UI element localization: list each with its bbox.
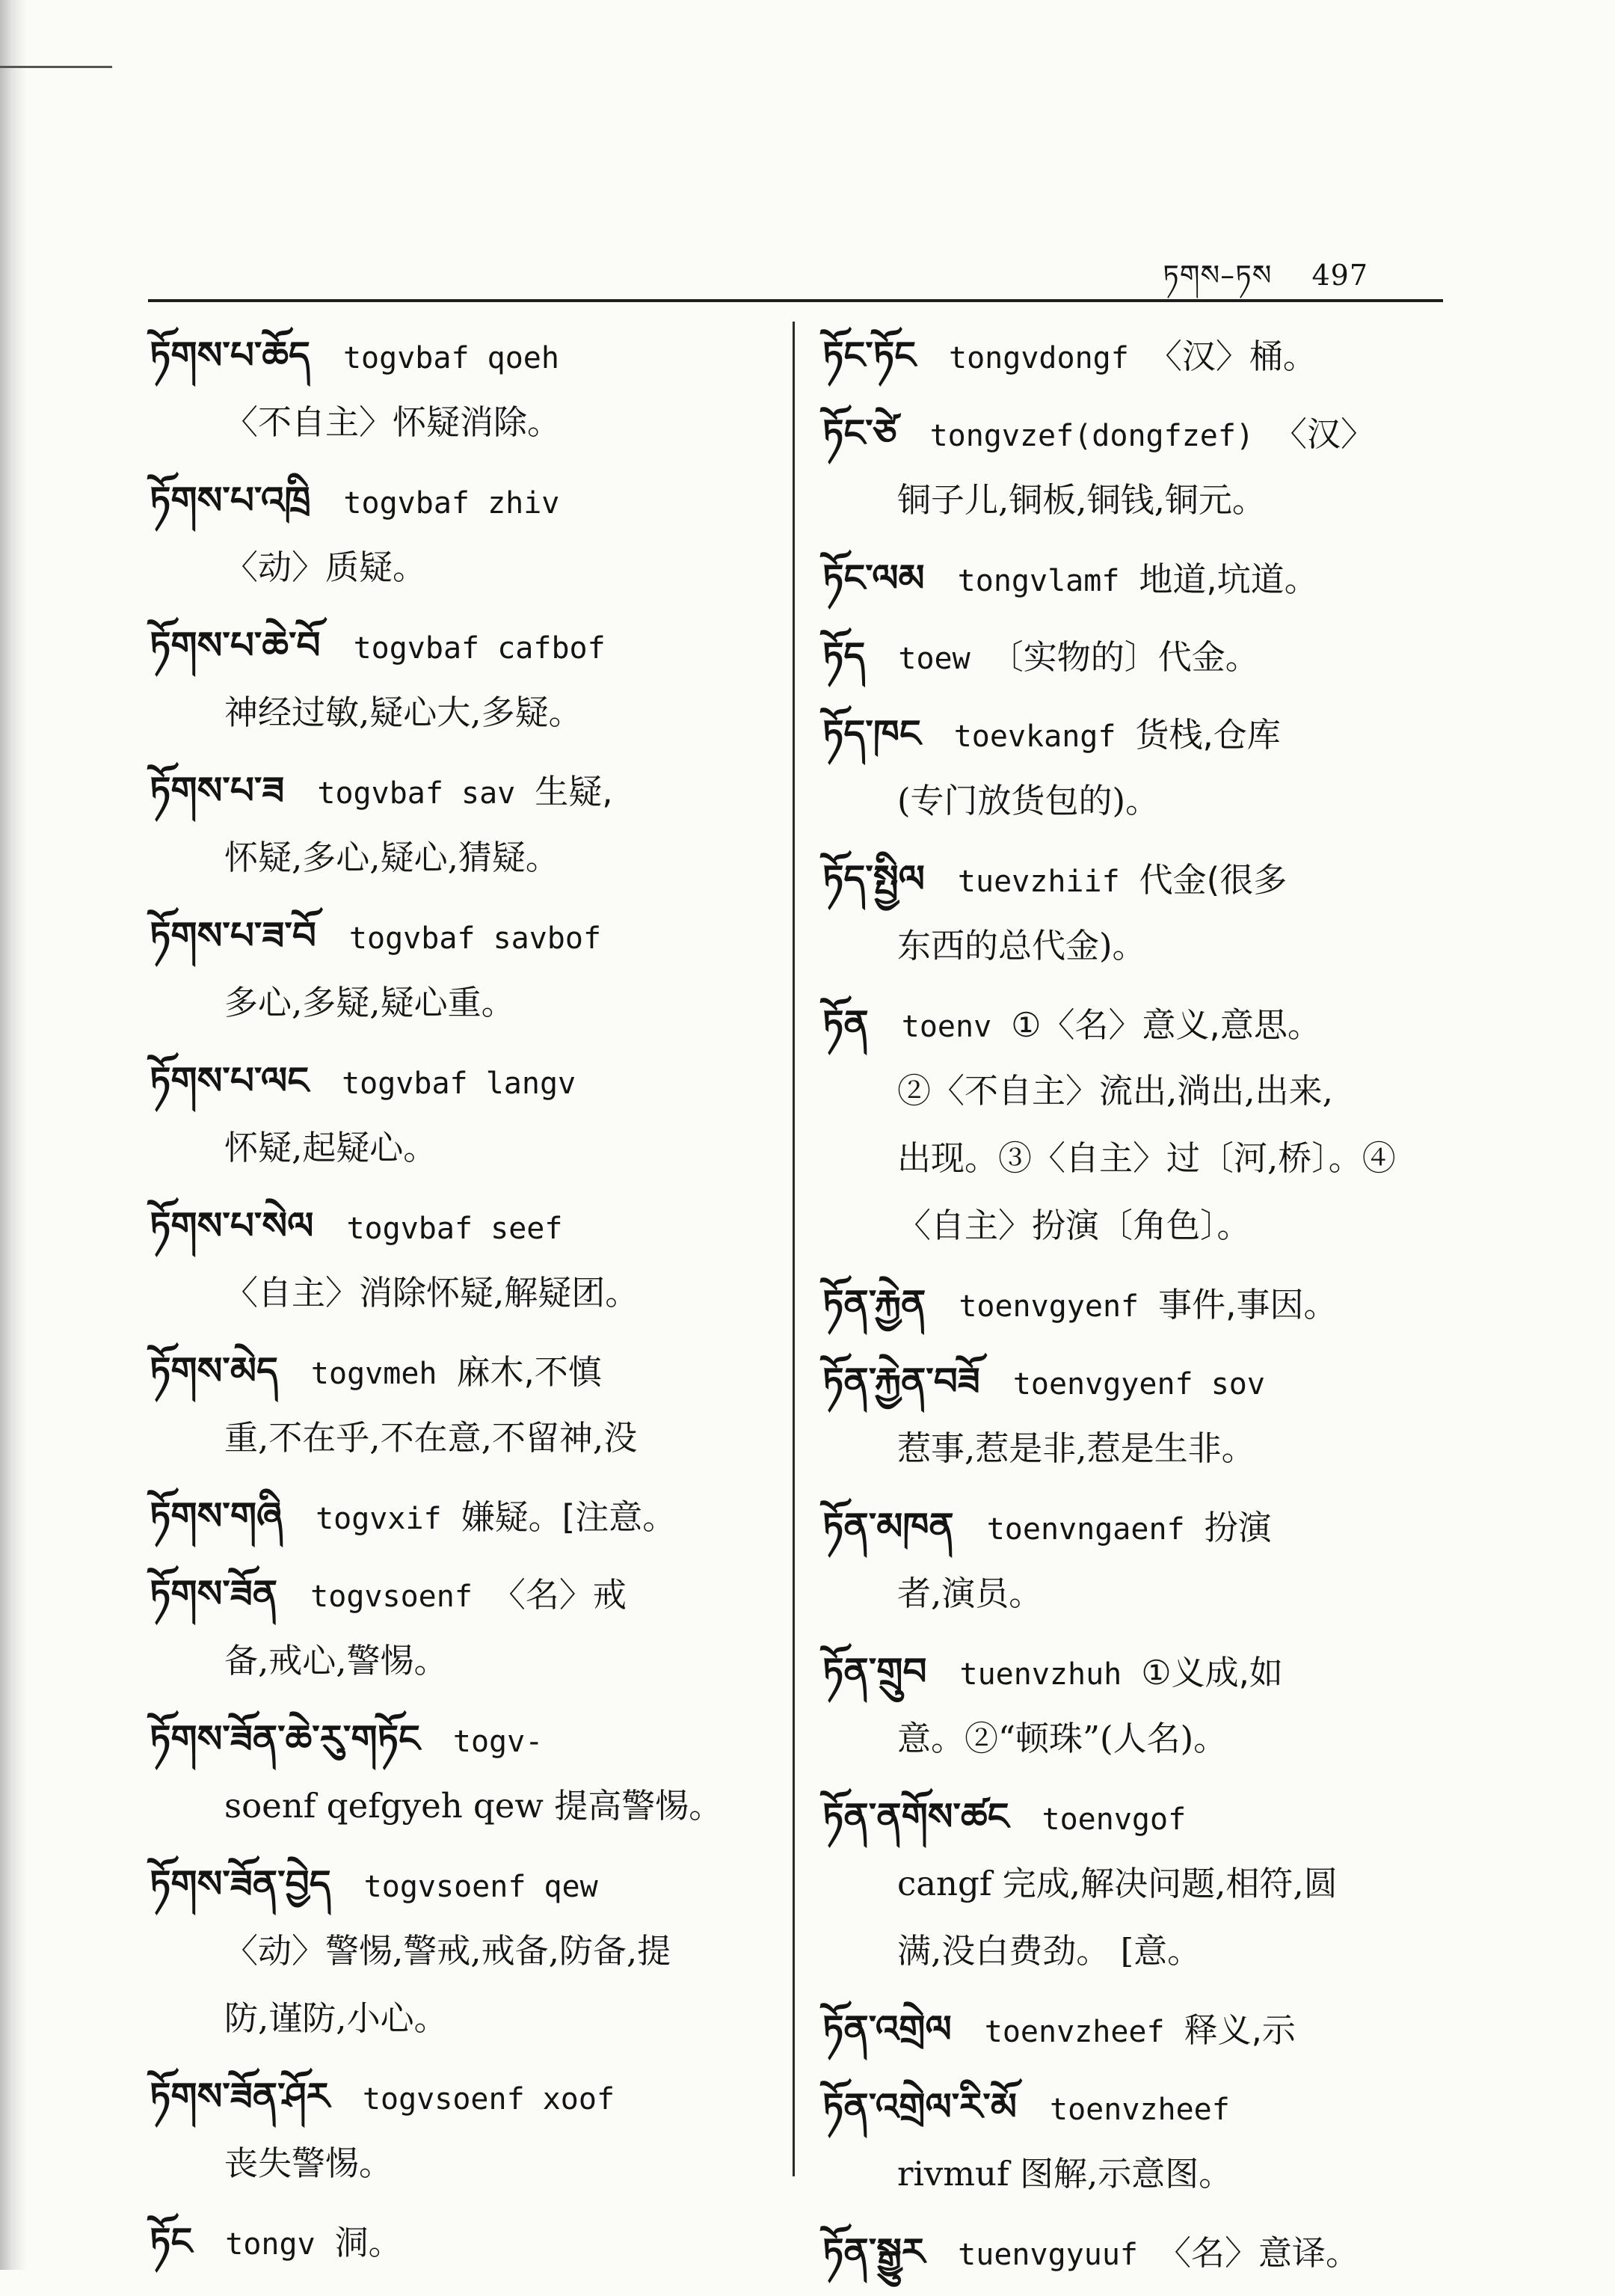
tibetan-headword: ཏོགས་པ་ཟ་བོ xyxy=(150,914,316,957)
gloss: 麻木,不慎 xyxy=(456,1352,602,1392)
dictionary-entry xyxy=(822,322,1465,389)
dictionary-entry xyxy=(822,544,1465,612)
left-column xyxy=(150,322,778,2286)
entry-headline xyxy=(150,1705,778,1772)
tibetan-headword: ཏོད xyxy=(822,634,866,678)
romanization: togvbaf qoeh xyxy=(342,341,559,375)
entry-headline xyxy=(822,544,1465,612)
entry-headline xyxy=(822,1638,1465,1705)
romanization: togvsoenf qew xyxy=(363,1870,598,1904)
dictionary-entry xyxy=(150,757,778,891)
definition-line: 出现。③〈自主〉过〔河,桥〕。④ xyxy=(897,1138,1396,1178)
definition-line: 多心,多疑,疑心重。 xyxy=(224,983,515,1022)
entry-headline xyxy=(150,1047,778,1114)
definition-line: 怀疑,起疑心。 xyxy=(224,1128,437,1167)
romanization: togvbaf savbof xyxy=(348,921,602,956)
romanization: tongvlamf xyxy=(957,564,1120,598)
romanization: toenv xyxy=(901,1010,992,1044)
dictionary-entry xyxy=(150,1337,778,1472)
tibetan-headword: ཏོན་འགྲེལ་རི་མོ xyxy=(822,2085,1017,2128)
entry-headline xyxy=(822,700,1465,767)
right-column xyxy=(822,322,1465,2296)
gloss: 洞。 xyxy=(334,2223,402,2262)
tibetan-headword: ཏོགས་གཞི xyxy=(150,1494,283,1538)
definition-line: 神经过敏,疑心大,多疑。 xyxy=(224,693,582,732)
entry-headline xyxy=(150,322,778,389)
dictionary-entry xyxy=(150,1705,778,1840)
entry-headline xyxy=(822,845,1465,912)
entry-headline xyxy=(822,622,1465,690)
tibetan-headword: ཏོན xyxy=(822,1002,869,1046)
tibetan-headword: ཏོགས་པ་ཆེ་བོ xyxy=(150,624,321,667)
romanization: toenvgyenf sov xyxy=(1012,1367,1265,1402)
tibetan-headword: ཏོགས་མེད xyxy=(150,1349,278,1393)
tibetan-headword: ཏོགས་ཟོན་ཆེ་རུ་གཏོང xyxy=(150,1717,420,1761)
entry-headline xyxy=(822,1783,1465,1850)
romanization: tuevzhiif xyxy=(957,865,1120,899)
definition-line: 者,演员。 xyxy=(897,1574,1043,1613)
definition-line: 满,没白费劲。 [意。 xyxy=(897,1931,1202,1971)
entry-headline xyxy=(150,612,778,679)
gloss: ①〈名〉意义,意思。 xyxy=(1011,1005,1321,1045)
column-divider xyxy=(793,322,795,2176)
dictionary-entry xyxy=(150,322,778,456)
romanization: togvmeh xyxy=(310,1357,437,1391)
entry-headline xyxy=(150,1850,778,1918)
entry-headline xyxy=(150,1482,778,1550)
gloss: 货栈,仓库 xyxy=(1135,715,1281,755)
romanization: tuenvzhuh xyxy=(959,1657,1122,1692)
definition-line: 备,戒心,警惕。 xyxy=(224,1641,448,1680)
romanization: tuenvgyuuf xyxy=(958,2238,1138,2272)
definition-line: 铜子儿,铜板,铜钱,铜元。 xyxy=(897,480,1266,520)
definition-line: (专门放货包的)。 xyxy=(897,781,1160,820)
dictionary-entry xyxy=(150,1482,778,1550)
definition-line: 重,不在乎,不在意,不留神,没 xyxy=(224,1418,638,1458)
definition-line: 〈自主〉消除怀疑,解疑团。 xyxy=(224,1273,639,1313)
tibetan-headword: ཏོང་ལམ xyxy=(822,556,925,600)
entry-headline xyxy=(822,1493,1465,1560)
gloss: 〈汉〉桶。 xyxy=(1148,337,1317,376)
tibetan-headword: ཏོགས་ཟོན་བྱེད xyxy=(150,1862,331,1906)
tibetan-headword: ཏོད་ཁང xyxy=(822,712,921,755)
entry-headline xyxy=(150,2063,778,2130)
dictionary-entry xyxy=(150,612,778,746)
romanization: toenvgof xyxy=(1042,1802,1187,1837)
romanization: toenvgyenf xyxy=(959,1289,1139,1324)
romanization: tongv xyxy=(225,2227,316,2262)
entry-headline xyxy=(822,2218,1465,2286)
romanization: toevkangf xyxy=(953,719,1116,754)
definition-line: 〈动〉警惕,警戒,戒备,防备,提 xyxy=(224,1931,671,1971)
entry-headline xyxy=(822,990,1465,1058)
romanization: toenvzheef xyxy=(984,2015,1165,2049)
gloss: 嫌疑。[注意。 xyxy=(461,1497,677,1537)
romanization: togvbaf langv xyxy=(342,1066,576,1101)
running-header xyxy=(1163,244,1368,324)
dictionary-entry xyxy=(822,1493,1465,1627)
gloss: 〔实物的〕代金。 xyxy=(989,637,1259,677)
entry-headline xyxy=(822,1348,1465,1415)
tibetan-headword: ཏོན་རྐྱེན་བཟོ xyxy=(822,1360,980,1403)
romanization: toew xyxy=(898,642,970,676)
romanization: togvsoenf xyxy=(310,1580,473,1614)
romanization: tongvzef(dongfzef) xyxy=(929,419,1255,453)
dictionary-entry xyxy=(150,2063,778,2197)
dictionary-entry xyxy=(150,1047,778,1182)
dictionary-entry xyxy=(150,2208,778,2275)
page-edge-mark xyxy=(0,66,112,68)
gloss: 地道,坑道。 xyxy=(1139,559,1318,599)
tibetan-headword: ཏོགས་ཟོན་ཤོར xyxy=(150,2075,330,2118)
romanization: togvbaf sav xyxy=(317,776,516,811)
entry-headline xyxy=(150,1337,778,1405)
page-number: 497 xyxy=(1311,259,1368,292)
definition-line: rivmuf 图解,示意图。 xyxy=(897,2154,1233,2194)
entry-headline xyxy=(150,902,778,969)
tibetan-headword: ཏོན་སྒྱུར xyxy=(822,2230,926,2274)
entry-headline xyxy=(150,467,778,534)
entry-headline xyxy=(150,2208,778,2275)
romanization: tongvdongf xyxy=(949,341,1129,375)
tibetan-headword: ཏོགས་ཟོན xyxy=(150,1572,278,1615)
entry-headline xyxy=(822,1995,1465,2063)
gloss: 扮演 xyxy=(1204,1508,1272,1547)
tibetan-headword: ཏོགས་པ་ཆོད xyxy=(150,334,310,377)
dictionary-entry xyxy=(150,1192,778,1327)
definition-line: 意。②“顿珠”(人名)。 xyxy=(897,1719,1228,1758)
romanization: togvbaf cafbof xyxy=(353,631,606,666)
dictionary-entry xyxy=(822,622,1465,690)
gloss: 〈汉〉 xyxy=(1273,414,1375,454)
romanization: toenvzheef xyxy=(1050,2093,1230,2127)
dictionary-entry xyxy=(822,990,1465,1259)
header-code: ཏགས–ཏས xyxy=(1163,259,1273,292)
definition-line: 〈自主〉扮演〔角色〕。 xyxy=(897,1206,1251,1245)
tibetan-headword: ཏོན་མཁན xyxy=(822,1505,954,1548)
entry-headline xyxy=(150,757,778,824)
definition-line: 〈不自主〉怀疑消除。 xyxy=(224,402,562,442)
romanization: togv- xyxy=(452,1725,544,1759)
romanization: togvbaf seef xyxy=(346,1212,563,1246)
tibetan-headword: ཏོད་སྤྱིལ xyxy=(822,857,925,900)
dictionary-entry xyxy=(822,700,1465,835)
dictionary-entry xyxy=(822,1348,1465,1482)
gloss: 生疑, xyxy=(535,772,613,811)
tibetan-headword: ཏོན་ནགོས་ཚང xyxy=(822,1795,1009,1838)
tibetan-headword: ཏོན་རྐྱེན xyxy=(822,1282,926,1325)
definition-line: 丧失警惕。 xyxy=(224,2143,393,2183)
definition-line: 〈动〉质疑。 xyxy=(224,547,427,587)
dictionary-entry xyxy=(150,902,778,1037)
entry-headline xyxy=(150,1560,778,1627)
romanization: togvxif xyxy=(316,1502,442,1536)
tibetan-headword: ཏོགས་པ་སེལ xyxy=(150,1204,314,1247)
definition-line: soenf qefgyeh qew 提高警惕。 xyxy=(224,1786,723,1826)
gloss: 代金(很多 xyxy=(1139,860,1288,900)
dictionary-entry xyxy=(150,1560,778,1695)
entry-headline xyxy=(822,399,1465,467)
entry-headline xyxy=(822,322,1465,389)
tibetan-headword: ཏོང xyxy=(150,2220,193,2263)
scan-edge-shadow xyxy=(0,0,27,2270)
definition-line: cangf 完成,解决问题,相符,圆 xyxy=(897,1864,1338,1903)
romanization: togvbaf zhiv xyxy=(343,486,560,521)
entry-headline xyxy=(822,1270,1465,1337)
gloss: 事件,事因。 xyxy=(1158,1285,1338,1325)
romanization: togvsoenf xoof xyxy=(362,2082,615,2117)
dictionary-entry xyxy=(822,399,1465,534)
tibetan-headword: ཏོན་འགྲེལ xyxy=(822,2007,952,2051)
definition-line: 东西的总代金)。 xyxy=(897,926,1146,966)
gloss: ①义成,如 xyxy=(1141,1653,1283,1692)
dictionary-entry xyxy=(150,467,778,601)
dictionary-entry xyxy=(150,1850,778,2052)
dictionary-entry xyxy=(822,1638,1465,1772)
dictionary-entry xyxy=(822,1995,1465,2063)
tibetan-headword: ཏོགས་པ་ལང xyxy=(150,1059,310,1102)
dictionary-entry xyxy=(822,845,1465,980)
tibetan-headword: ཏོགས་པ་འཁྲི xyxy=(150,479,311,522)
entry-headline xyxy=(822,2073,1465,2140)
gloss: 释义,示 xyxy=(1184,2010,1296,2050)
gloss: 〈名〉意译。 xyxy=(1157,2233,1359,2273)
dictionary-entry xyxy=(822,1270,1465,1337)
definition-line: 惹事,惹是非,惹是生非。 xyxy=(897,1428,1255,1468)
romanization: toenvngaenf xyxy=(986,1512,1185,1547)
definition-line: 怀疑,多心,疑心,猜疑。 xyxy=(224,838,559,877)
header-rule xyxy=(148,299,1443,302)
definition-line: 防,谨防,小心。 xyxy=(224,1998,448,2038)
dictionary-entry xyxy=(822,2073,1465,2208)
tibetan-headword: ཏོགས་པ་ཟ xyxy=(150,769,285,812)
dictionary-entry xyxy=(822,1783,1465,1985)
dictionary-entry xyxy=(822,2218,1465,2286)
definition-line: ②〈不自主〉流出,淌出,出来, xyxy=(897,1071,1333,1111)
tibetan-headword: ཏོན་གྲུབ xyxy=(822,1650,927,1693)
tibetan-headword: ཏོང་ཙེ xyxy=(822,411,897,455)
tibetan-headword: ཏོང་ཏོང xyxy=(822,334,916,377)
gloss: 〈名〉戒 xyxy=(491,1575,627,1615)
entry-headline xyxy=(150,1192,778,1259)
